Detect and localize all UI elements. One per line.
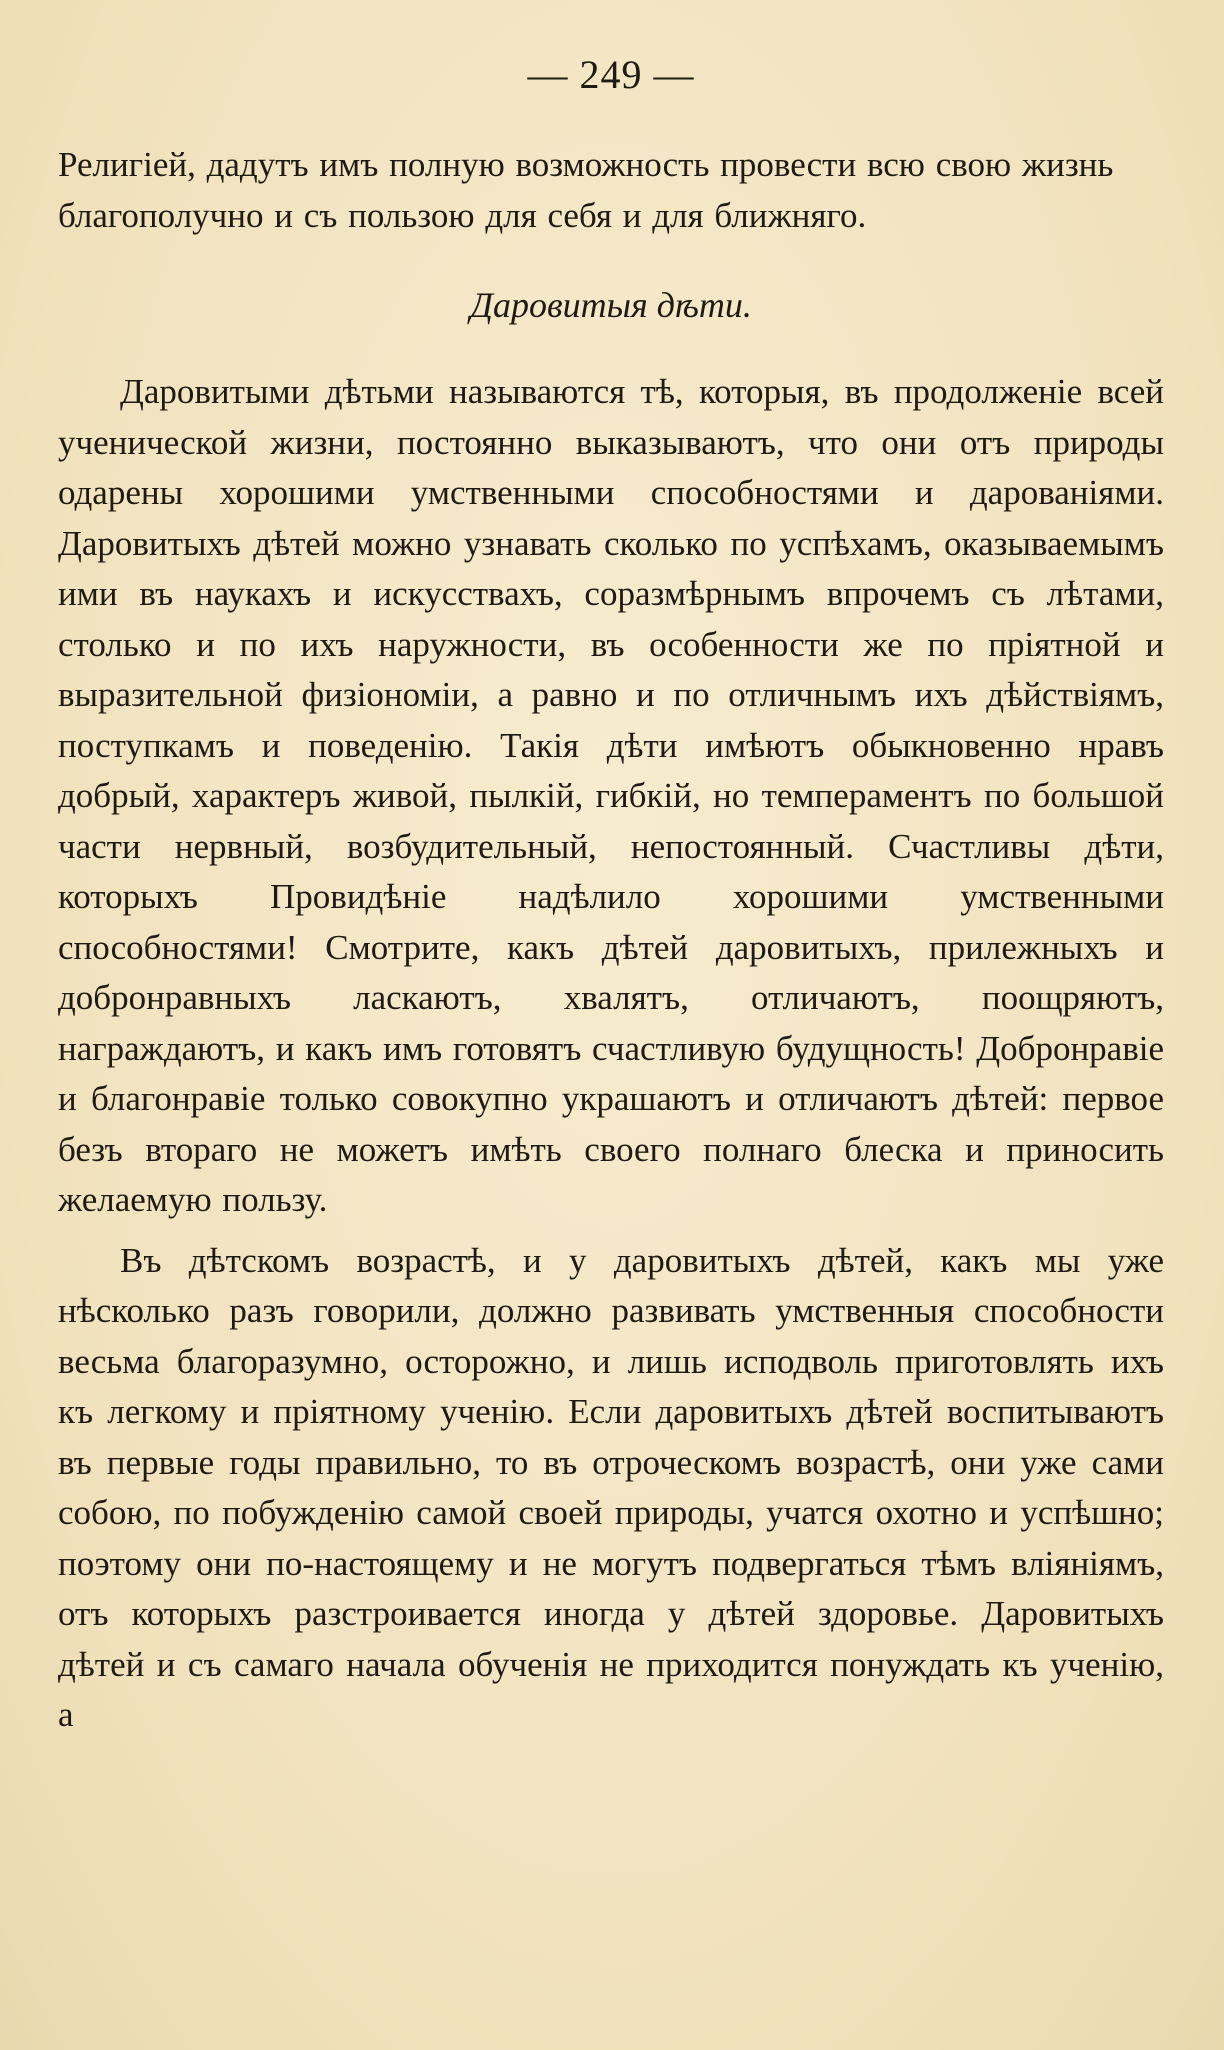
section-title: Даровитыя дѣти. [470,285,752,325]
book-page [58,40,1164,2030]
page-number: — 249 — [527,52,695,97]
continuation-text: Религiей, дадутъ имъ полную возможность провести всю свою жизнь благополучно и съ пользою для себя и для ближняго. [58,145,1114,235]
paragraph: Въ дѣтскомъ возрастѣ, и у даровитыхъ дѣтей, какъ мы уже нѣсколько разъ говорили, должно развивать умственныя способности весьма благоразумно, осторожно, и лишь исподволь приготовлять ихъ къ легкому и прiятному ученiю. Если даровитыхъ дѣтей воспитываютъ въ первые годы правильно, то въ отроческомъ возрастѣ, они уже сами собою, по побужденiю самой своей природы, учатся охотно и успѣшно; поэтому они по-настоящему и не могутъ подвергаться тѣмъ влiянiямъ, отъ которыхъ разстроивается иногда у дѣтей здоровье. Даровитыхъ дѣтей и съ самаго начала обученiя не приходится понуждать къ ученiю, а [58,1240,1164,1734]
paragraph: Даровитыми дѣтьми называются тѣ, которыя, въ продолженiе всей ученической жизни, постоянно выказываютъ, что они отъ природы одарены хорошими умственными способностями и дарованiями. Даровитыхъ дѣтей можно узнавать сколько по успѣхамъ, оказываемымъ ими въ наукахъ и искусствахъ, соразмѣрнымъ впрочемъ съ лѣтами, столько и по ихъ наружности, въ особенности же по прiятной и выразительной физiономiи, а равно и по отличнымъ ихъ дѣйствiямъ, поступкамъ и поведенiю. Такiя дѣти имѣютъ обыкновенно нравъ добрый, характеръ живой, пылкiй, гибкiй, но темпераментъ по большой части нервный, возбудительный, непостоянный. Счастливы дѣти, которыхъ Провидѣнiе надѣлило хорошими умственными способностями! Смотрите, какъ дѣтей даровитыхъ, прилежныхъ и добронравныхъ ласкаютъ, хвалятъ, отличаютъ, поощряютъ, награждаютъ, и какъ имъ готовятъ счастливую будущность! Добронравiе и благонравiе только совокупно украшаютъ и отличаютъ дѣтей: первое безъ втораго не можетъ имѣть своего полнаго блеска и приносить желаемую пользу. [58,372,1164,1219]
